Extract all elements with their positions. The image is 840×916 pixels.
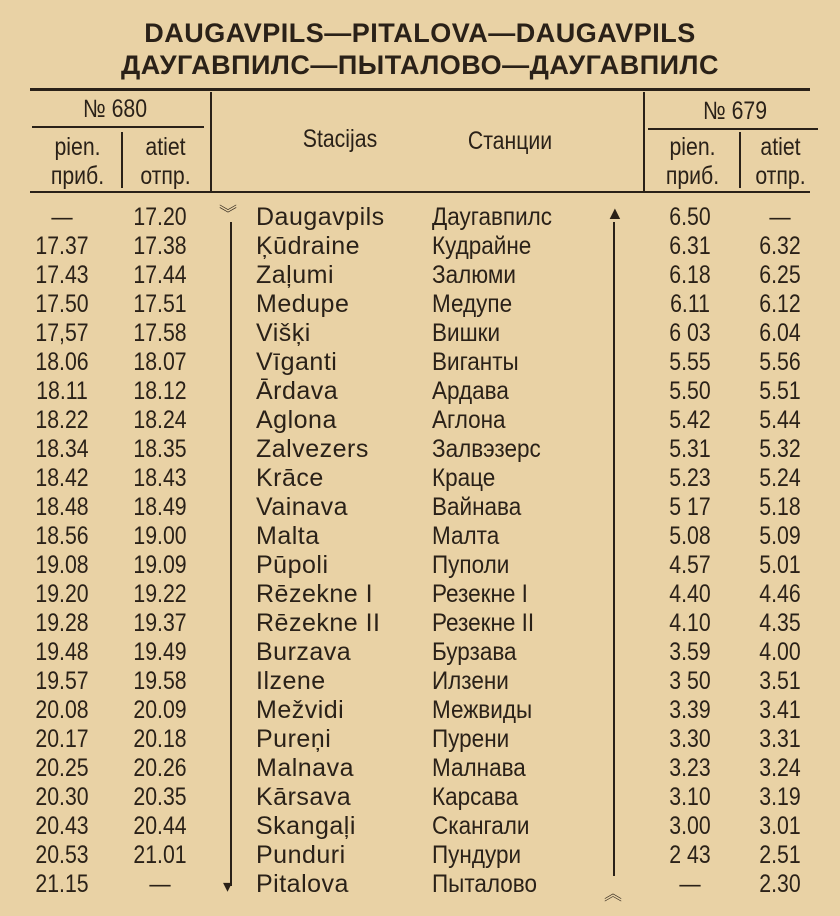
col-divider-left	[121, 132, 123, 188]
station-ru: Межвиды	[432, 696, 533, 724]
col-arr-ru-right: приб.	[665, 162, 720, 190]
dep-679: 3.01	[759, 812, 801, 840]
arr-680: 18.42	[35, 464, 89, 492]
table-row	[0, 841, 840, 870]
arr-679: 3.39	[669, 696, 711, 724]
col-dep-lv-right: atiet	[760, 133, 801, 161]
table-row	[0, 203, 840, 232]
dep-680: 17.20	[133, 203, 187, 231]
dep-679: 2.51	[759, 841, 801, 869]
station-lv: Kārsava	[256, 783, 352, 811]
arr-680: 20.25	[35, 754, 89, 782]
arr-680: 21.15	[35, 870, 89, 898]
table-row	[0, 638, 840, 667]
table-row	[0, 725, 840, 754]
table-row	[0, 783, 840, 812]
station-lv: Malta	[256, 522, 320, 550]
dep-679: 6.25	[759, 261, 801, 289]
arr-679: 5.31	[669, 435, 711, 463]
arr-680: 20.08	[35, 696, 89, 724]
station-lv: Malnava	[256, 754, 354, 782]
station-ru: Карсава	[432, 783, 519, 811]
dep-680: 18.12	[133, 377, 187, 405]
arr-679: 3 50	[669, 667, 711, 695]
station-ru: Бурзава	[432, 638, 517, 666]
arr-680: 20.30	[35, 783, 89, 811]
arr-680: 17.50	[35, 290, 89, 318]
dep-679: 3.31	[759, 725, 801, 753]
dep-680: 18.24	[133, 406, 187, 434]
station-ru: Ардава	[432, 377, 509, 405]
dep-679: 6.12	[759, 290, 801, 318]
table-row	[0, 522, 840, 551]
dep-679: 5.24	[759, 464, 801, 492]
table-row	[0, 435, 840, 464]
dep-679: 6.32	[759, 232, 801, 260]
arr-680: 19.48	[35, 638, 89, 666]
col-arr-lv: pien.	[54, 133, 101, 161]
station-ru: Медупе	[432, 290, 513, 318]
table-row	[0, 580, 840, 609]
arr-679: 3.00	[669, 812, 711, 840]
dep-679: 4.46	[759, 580, 801, 608]
arr-680: 19.28	[35, 609, 89, 637]
dep-680: 20.26	[133, 754, 187, 782]
arr-679: 5.23	[669, 464, 711, 492]
arr-679: 5.50	[669, 377, 711, 405]
dep-680: 20.09	[133, 696, 187, 724]
station-ru: Пундури	[432, 841, 522, 869]
col-dep-lv: atiet	[145, 133, 186, 161]
table-row	[0, 261, 840, 290]
station-lv: Pitalova	[256, 870, 349, 898]
table-row	[0, 667, 840, 696]
arr-679: 3.23	[669, 754, 711, 782]
dep-680: 18.43	[133, 464, 187, 492]
double-chevron-down-icon: ︾	[219, 204, 237, 224]
dep-680: 19.49	[133, 638, 187, 666]
arr-679: 4.40	[669, 580, 711, 608]
col-arr-ru: приб.	[50, 162, 105, 190]
dep-680: 17.58	[133, 319, 187, 347]
dep-680: 20.18	[133, 725, 187, 753]
arr-679: 4.10	[669, 609, 711, 637]
header-rule	[30, 191, 810, 193]
arr-680: 17,57	[35, 319, 89, 347]
arr-679: 6.50	[669, 203, 711, 231]
station-ru: Кудрайне	[432, 232, 532, 260]
col-arr-lv-right: pien.	[669, 133, 716, 161]
station-ru: Аглона	[432, 406, 506, 434]
arr-680: 18.22	[35, 406, 89, 434]
station-lv: Mežvidi	[256, 696, 345, 724]
col-dep-ru: отпр.	[140, 162, 191, 190]
dep-680: 17.51	[133, 290, 187, 318]
station-lv: Ilzene	[256, 667, 326, 695]
station-lv: Burzava	[256, 638, 352, 666]
dep-679: —	[769, 203, 791, 231]
station-ru: Вишки	[432, 319, 501, 347]
station-ru: Краце	[432, 464, 496, 492]
arr-680: 18.56	[35, 522, 89, 550]
arrow-up-icon: ▲	[606, 203, 624, 223]
arr-680: 18.06	[35, 348, 89, 376]
station-lv: Medupe	[256, 290, 350, 318]
table-row	[0, 696, 840, 725]
dep-680: 18.35	[133, 435, 187, 463]
arr-679: 6.11	[670, 290, 710, 318]
dep-679: 5.51	[759, 377, 801, 405]
arr-679: 4.57	[669, 551, 711, 579]
station-lv: Višķi	[256, 319, 311, 347]
dep-680: 18.49	[133, 493, 187, 521]
dep-680: 19.58	[133, 667, 187, 695]
table-row	[0, 493, 840, 522]
dep-680: 21.01	[133, 841, 187, 869]
table-row	[0, 609, 840, 638]
dep-679: 5.56	[759, 348, 801, 376]
arr-680: 19.20	[35, 580, 89, 608]
dep-680: 19.22	[133, 580, 187, 608]
table-row	[0, 812, 840, 841]
dep-679: 6.04	[759, 319, 801, 347]
station-lv: Rēzekne II	[256, 609, 381, 637]
arr-680: 18.48	[35, 493, 89, 521]
arr-680: 17.37	[35, 232, 89, 260]
dep-679: 5.01	[759, 551, 801, 579]
dep-680: 19.37	[133, 609, 187, 637]
title-russian: ДАУГАВПИЛС—ПЫТАЛОВО—ДАУГАВПИЛС	[121, 50, 719, 80]
dep-680: 20.44	[133, 812, 187, 840]
arr-679: 3.30	[669, 725, 711, 753]
arr-680: 18.11	[36, 377, 88, 405]
arr-679: 6.18	[669, 261, 711, 289]
train-680: № 680	[82, 95, 148, 123]
station-ru: Илзени	[432, 667, 509, 695]
station-lv: Punduri	[256, 841, 346, 869]
dep-679: 5.44	[759, 406, 801, 434]
arr-680: 19.08	[35, 551, 89, 579]
top-rule	[30, 88, 810, 91]
dep-680: —	[149, 870, 171, 898]
dep-679: 3.41	[759, 696, 801, 724]
dep-679: 5.32	[759, 435, 801, 463]
train-left-rule	[32, 126, 204, 128]
arr-680: —	[51, 203, 73, 231]
dep-680: 17.44	[133, 261, 187, 289]
arr-679: 6 03	[669, 319, 711, 347]
arr-680: 20.17	[35, 725, 89, 753]
station-lv: Vīganti	[256, 348, 338, 376]
station-ru: Скангали	[432, 812, 530, 840]
dep-679: 5.09	[759, 522, 801, 550]
station-lv: Rēzekne I	[256, 580, 374, 608]
table-row	[0, 754, 840, 783]
dep-679: 4.35	[759, 609, 801, 637]
divider-left	[210, 92, 212, 192]
station-lv: Zalvezers	[256, 435, 369, 463]
stations-header-ru: Станции	[467, 127, 553, 155]
station-ru: Залюми	[432, 261, 516, 289]
table-row	[0, 551, 840, 580]
arr-679: 6.31	[669, 232, 711, 260]
dep-680: 20.35	[133, 783, 187, 811]
dep-679: 5.18	[759, 493, 801, 521]
train-right-rule	[648, 128, 818, 130]
arr-679: 3.10	[669, 783, 711, 811]
arr-679: 5.42	[669, 406, 711, 434]
station-ru: Даугавпилс	[432, 203, 553, 231]
station-ru: Пурени	[432, 725, 510, 753]
table-row	[0, 319, 840, 348]
station-ru: Малнава	[432, 754, 526, 782]
arr-679: 5.08	[669, 522, 711, 550]
table-row	[0, 290, 840, 319]
dep-679: 3.24	[759, 754, 801, 782]
table-row	[0, 870, 840, 899]
arr-680: 18.34	[35, 435, 89, 463]
divider-right	[643, 92, 645, 192]
station-lv: Zaļumi	[256, 261, 335, 289]
arr-680: 20.53	[35, 841, 89, 869]
arr-680: 17.43	[35, 261, 89, 289]
station-lv: Pureņi	[256, 725, 332, 753]
col-dep-ru-right: отпр.	[755, 162, 806, 190]
double-chevron-up-icon: ︽	[604, 884, 622, 904]
stations-header-lv: Stacijas	[302, 125, 378, 153]
station-lv: Ārdava	[256, 377, 339, 405]
station-lv: Ķūdraine	[256, 232, 361, 260]
station-ru: Залвэзерс	[432, 435, 541, 463]
table-row	[0, 406, 840, 435]
station-lv: Aglona	[256, 406, 337, 434]
dep-679: 4.00	[759, 638, 801, 666]
station-lv: Krāce	[256, 464, 324, 492]
table-row	[0, 348, 840, 377]
dep-679: 3.19	[759, 783, 801, 811]
arrow-down-icon: ▾	[223, 876, 233, 896]
table-row	[0, 232, 840, 261]
train-679: № 679	[702, 97, 768, 125]
arr-679: 2 43	[669, 841, 711, 869]
table-row	[0, 464, 840, 493]
dep-680: 18.07	[133, 348, 187, 376]
station-lv: Pūpoli	[256, 551, 329, 579]
station-ru: Пуполи	[432, 551, 510, 579]
station-ru: Пыталово	[432, 870, 538, 898]
station-lv: Vainava	[256, 493, 348, 521]
dep-680: 19.09	[133, 551, 187, 579]
table-row	[0, 377, 840, 406]
arr-680: 19.57	[35, 667, 89, 695]
dep-680: 19.00	[133, 522, 187, 550]
arr-680: 20.43	[35, 812, 89, 840]
arr-679: 5.55	[669, 348, 711, 376]
dep-679: 2.30	[759, 870, 801, 898]
station-ru: Виганты	[432, 348, 519, 376]
station-lv: Daugavpils	[256, 203, 385, 231]
station-lv: Skangaļi	[256, 812, 356, 840]
dep-679: 3.51	[759, 667, 801, 695]
title-latvian: DAUGAVPILS—PITALOVA—DAUGAVPILS	[144, 18, 696, 48]
station-ru: Резекне I	[432, 580, 528, 608]
station-ru: Резекне II	[432, 609, 535, 637]
station-ru: Малта	[432, 522, 500, 550]
arr-679: 3.59	[669, 638, 711, 666]
dep-680: 17.38	[133, 232, 187, 260]
arr-679: —	[679, 870, 701, 898]
arr-679: 5 17	[669, 493, 711, 521]
station-ru: Вайнава	[432, 493, 522, 521]
